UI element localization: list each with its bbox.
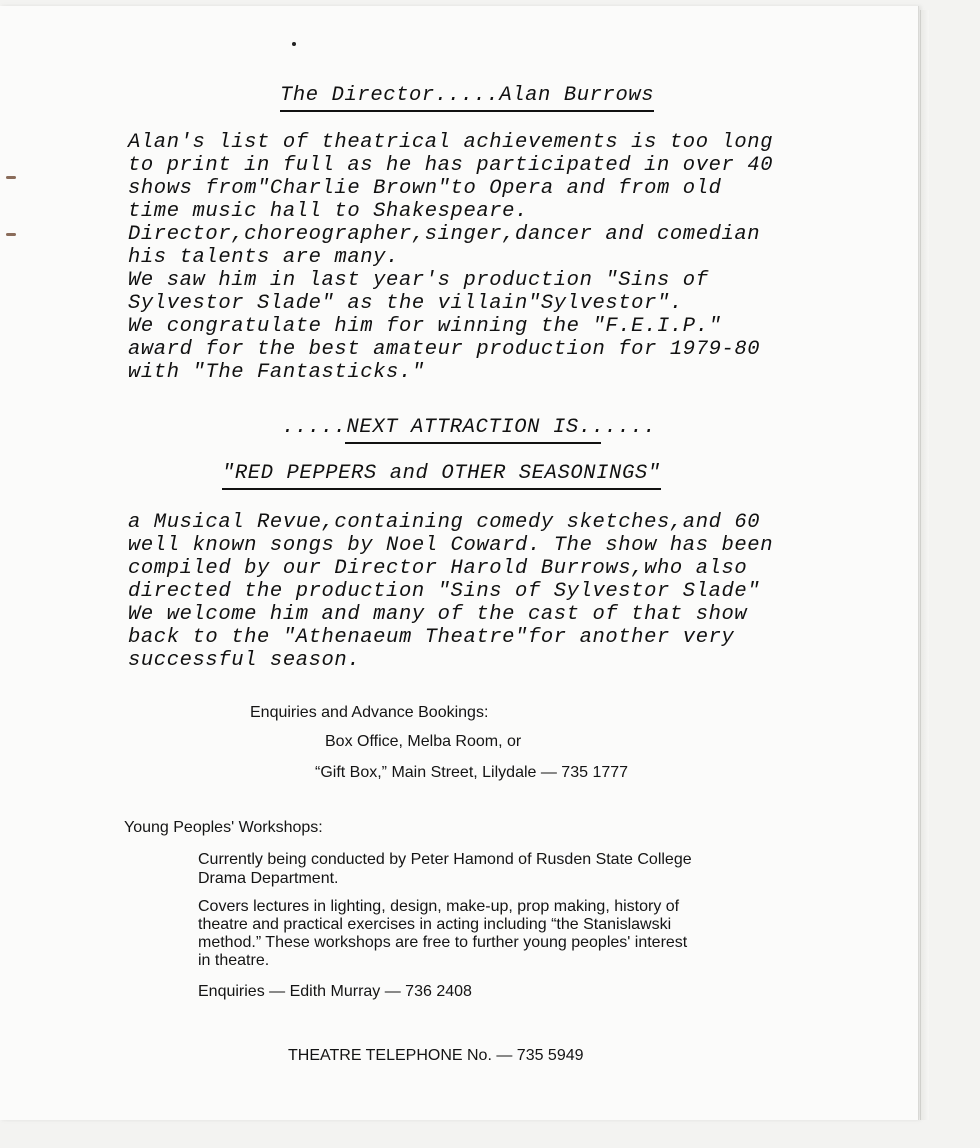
staple-mark bbox=[6, 176, 16, 179]
bio-line: Sylvestor Slade" as the villain"Sylvestor". bbox=[128, 292, 683, 315]
workshops-enquiries: Enquiries — Edith Murray — 736 2408 bbox=[198, 983, 472, 1000]
page-edge bbox=[920, 10, 929, 1120]
next-attraction-heading bbox=[282, 416, 656, 439]
description-line: back to the "Athenaeum Theatre"for another very bbox=[128, 626, 735, 649]
director-heading: The Director.....Alan Burrows bbox=[280, 84, 654, 112]
workshops-line: Drama Department. bbox=[198, 870, 339, 887]
next-attraction-underline bbox=[345, 442, 601, 444]
ink-speck bbox=[292, 42, 296, 46]
workshops-line: in theatre. bbox=[198, 952, 270, 969]
workshops-line: Currently being conducted by Peter Hamond of Rusden State College bbox=[198, 851, 692, 868]
bio-line: Alan's list of theatrical achievements is too long bbox=[128, 131, 774, 154]
description-line: We welcome him and many of the cast of that show bbox=[128, 603, 748, 626]
bookings-line: Box Office, Melba Room, or bbox=[325, 733, 522, 750]
workshops-conducted bbox=[198, 850, 692, 888]
bio-line: shows from"Charlie Brown"to Opera and from old bbox=[128, 177, 722, 200]
director-bio bbox=[128, 131, 773, 384]
show-description bbox=[128, 511, 773, 672]
bookings-line: “Gift Box,” Main Street, Lilydale — 735 1777 bbox=[315, 764, 629, 781]
workshops-heading: Young Peoples' Workshops: bbox=[124, 819, 323, 836]
description-line: compiled by our Director Harold Burrows,who also bbox=[128, 557, 748, 580]
next-attraction-text: .....NEXT ATTRACTION IS...... bbox=[282, 416, 657, 439]
staple-mark bbox=[6, 233, 16, 236]
theatre-telephone: THEATRE TELEPHONE No. — 735 5949 bbox=[288, 1047, 584, 1064]
bio-line: time music hall to Shakespeare. bbox=[128, 200, 528, 223]
description-line: well known songs by Noel Coward. The show has been bbox=[128, 534, 774, 557]
bio-line: to print in full as he has participated in over 40 bbox=[128, 154, 774, 177]
show-title: "RED PEPPERS and OTHER SEASONINGS" bbox=[222, 462, 661, 490]
workshops-line: theatre and practical exercises in acting including “the Stanislawski bbox=[198, 916, 672, 933]
bio-line: with "The Fantasticks." bbox=[128, 361, 425, 384]
workshops-line: Covers lectures in lighting, design, make-up, prop making, history of bbox=[198, 898, 680, 915]
workshops-description bbox=[198, 898, 687, 970]
bio-line: Director,choreographer,singer,dancer and comedian bbox=[128, 223, 761, 246]
bio-line: We saw him in last year's production "Sins of bbox=[128, 269, 709, 292]
bio-line: We congratulate him for winning the "F.E.I.P." bbox=[128, 315, 722, 338]
bookings-heading: Enquiries and Advance Bookings: bbox=[250, 704, 489, 721]
description-line: directed the production "Sins of Sylvestor Slade" bbox=[128, 580, 761, 603]
description-line: a Musical Revue,containing comedy sketches,and 60 bbox=[128, 511, 761, 534]
bio-line: award for the best amateur production for 1979-80 bbox=[128, 338, 761, 361]
bio-line: his talents are many. bbox=[128, 246, 399, 269]
workshops-line: method.” These workshops are free to further young peoples' interest bbox=[198, 934, 688, 951]
description-line: successful season. bbox=[128, 649, 361, 672]
